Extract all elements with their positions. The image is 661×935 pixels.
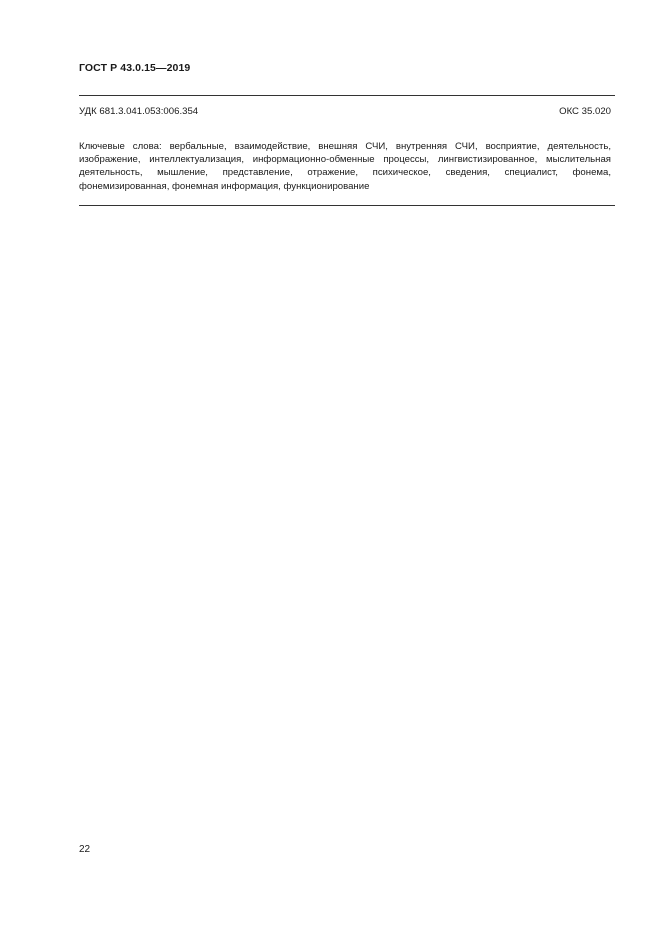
page-number: 22 <box>79 844 91 855</box>
keywords-paragraph: Ключевые слова: вербальные, взаимодействие, внешняя СЧИ, внутренняя СЧИ, восприятие, деятельность, изображение, интеллектуализация, информационно-обменные процессы, лингвистизированное, мыслительная деятельность, мышление, представление, отражение, психическое, сведения, специалист, фонема, фонемизированная, фонемная информация, функционирование <box>79 141 611 192</box>
oks-code: ОКС 35.020 <box>559 106 611 117</box>
top-divider <box>79 95 615 96</box>
udc-code: УДК 681.3.041.053:006.354 <box>79 106 199 117</box>
classification-row <box>79 106 611 117</box>
bottom-divider <box>79 205 615 206</box>
standard-header: ГОСТ Р 43.0.15—2019 <box>79 62 191 74</box>
